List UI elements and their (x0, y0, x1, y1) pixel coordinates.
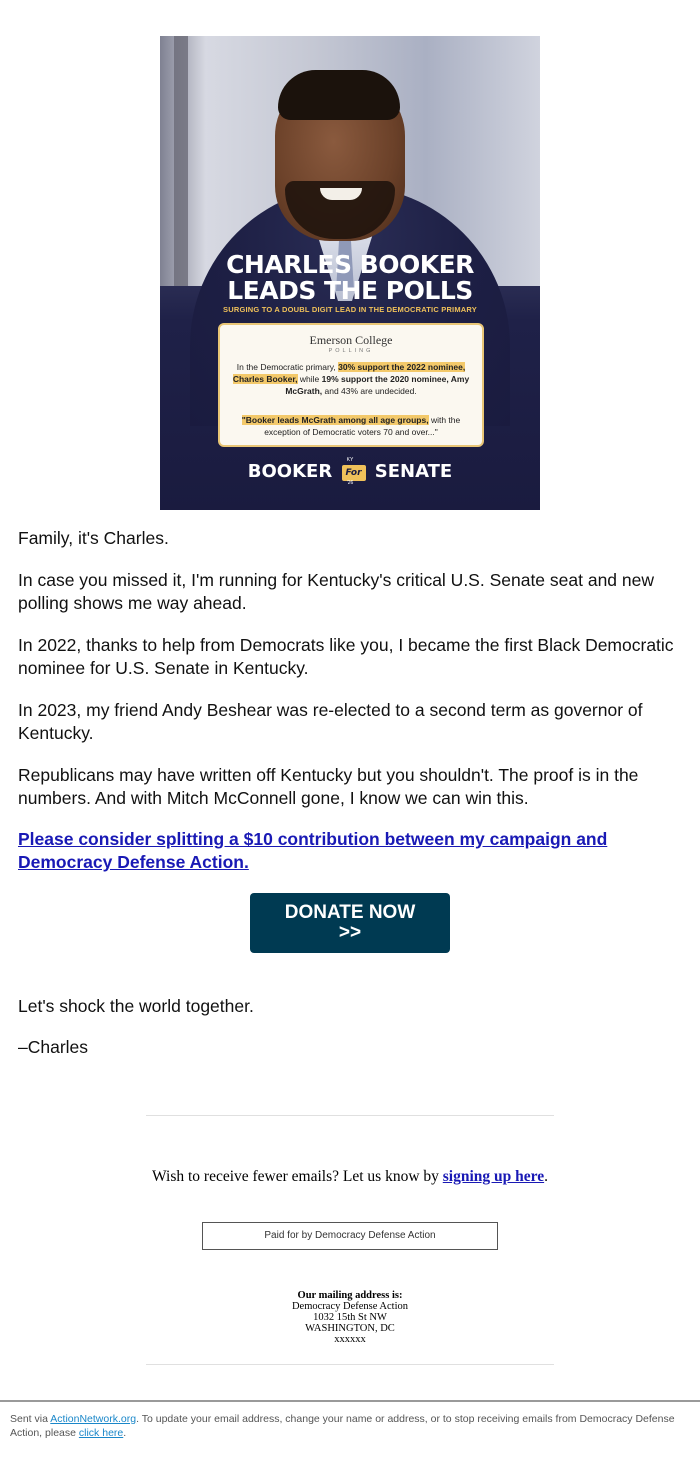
sent-via-text (10, 1412, 680, 1440)
hero-subheadline: SURGING TO A DOUBL DIGIT LEAD IN THE DEMOCRATIC PRIMARY (223, 305, 477, 314)
poll-quote-highlight: "Booker leads McGrath among all age groups, (241, 415, 429, 425)
donate-label: DONATE NOW (284, 902, 416, 923)
doorframe (174, 36, 188, 286)
mailing-zip: xxxxxx (334, 1334, 366, 1345)
actionnetwork-link[interactable]: ActionNetwork.org (50, 1413, 137, 1425)
sent-via-mid: . To update your email address, change your name or address, or to stop receiving emails from Democracy Defense Action, please (10, 1413, 675, 1439)
mailing-street: 1032 15th St NW (313, 1312, 387, 1323)
sent-via-bar (0, 1400, 700, 1471)
click-here-link[interactable]: click here (78, 1427, 124, 1439)
poll-brand: Emerson College (309, 333, 393, 347)
signature: –Charles (18, 1037, 89, 1057)
poll-text-end: and 43% are undecided. (322, 386, 417, 396)
mailing-heading: Our mailing address is: (297, 1290, 403, 1301)
poll-brand-sub: POLLING (328, 348, 374, 354)
paragraph-1: In case you missed it, I'm running for Kentucky's critical U.S. Senate seat and new polling shows me way ahead. (18, 570, 655, 613)
poll-bold-1: 19% support the 2020 nominee, Amy McGrath, (285, 374, 470, 396)
signing-up-here-link[interactable]: signing up here (442, 1168, 545, 1185)
logo-for-badge: For (342, 465, 366, 481)
hero-footer-year: '26 (346, 480, 354, 486)
mailing-city: WASHINGTON, DC (305, 1323, 395, 1334)
divider-bottom (146, 1364, 554, 1365)
poll-quote (228, 414, 474, 438)
paid-for-disclaimer: Paid for by Democracy Defense Action (202, 1222, 498, 1250)
logo-senate: SENATE (374, 461, 453, 482)
hero-image (160, 36, 540, 510)
logo-booker: BOOKER (247, 461, 333, 482)
sent-via-pre: Sent via (10, 1413, 51, 1425)
greeting: Family, it's Charles. (18, 528, 169, 548)
donate-now-button[interactable] (250, 893, 450, 953)
hero-headline-line2: LEADS THE POLLS (227, 276, 473, 305)
hero-footer-ky: KY (346, 457, 354, 463)
closing-line: Let's shock the world together. (18, 996, 254, 1016)
hero-headline-line1: CHARLES BOOKER (226, 250, 474, 279)
mailing-org: Democracy Defense Action (291, 1301, 409, 1312)
divider-top (146, 1115, 554, 1116)
fewer-emails-period: . (544, 1168, 548, 1185)
donate-arrows: >> (338, 922, 362, 943)
paragraph-4: Republicans may have written off Kentucky but you shouldn't. The proof is in the numbers. And with Mitch McConnell gone, I know we can win this. (18, 765, 639, 808)
poll-result-text (228, 361, 474, 397)
mailing-address (0, 1290, 700, 1345)
portrait-hair (278, 70, 400, 120)
fewer-emails-text: Wish to receive fewer emails? Let us know by (152, 1168, 443, 1185)
fewer-emails-line (0, 1168, 700, 1186)
poll-highlight-1: 30% support the 2022 nominee, Charles Booker, (232, 362, 466, 384)
contribution-link[interactable]: Please consider splitting a $10 contribution between my campaign and Democracy Defense Action. (18, 829, 608, 872)
poll-text-mid: while (297, 374, 322, 384)
poll-quote-rest: with the exception of Democratic voters 70 and over..." (264, 415, 461, 437)
paragraph-3: In 2023, my friend Andy Beshear was re-elected to a second term as governor of Kentucky. (18, 700, 643, 743)
poll-card (218, 323, 484, 447)
poll-text-pre: In the Democratic primary, (236, 362, 339, 372)
sent-via-post: . (123, 1427, 127, 1439)
portrait-smile (320, 188, 362, 200)
booker-for-senate-logo (160, 461, 540, 482)
paragraph-2: In 2022, thanks to help from Democrats like you, I became the first Black Democratic nominee for U.S. Senate in Kentucky. (18, 635, 674, 678)
